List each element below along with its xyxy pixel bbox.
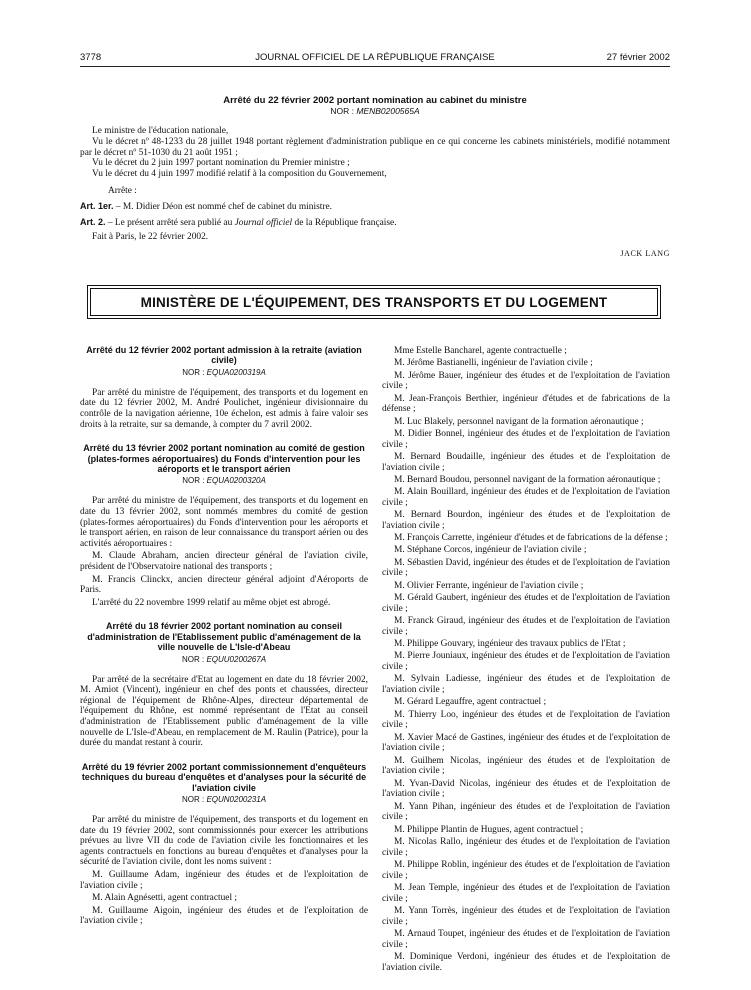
preamble-paragraph: Le ministre de l'éducation nationale, (92, 126, 229, 136)
nor-reference (80, 654, 368, 665)
nor-code: EQUA0200320A (206, 476, 266, 486)
arrete-title: Arrêté du 18 février 2002 portant nomination au conseil d'administration de l'Etablissement public d'aménagement de la ville nouvelle de L'Isle-d'Abeau (87, 621, 361, 653)
preamble-paragraph: Vu le décret nº 48-1233 du 28 juillet 1948 portant règlement d'administration publique en ce qui concerne les cabinets ministériels, modifié notamment par le décret nº 51-1030 du 21 août 1951 ; (80, 136, 670, 158)
signature: JACK LANG (620, 249, 670, 259)
list-item: M. Pierre Jouniaux, ingénieur des études et de l'exploitation de l'aviation civile ; (382, 651, 670, 673)
list-item: M. Yann Torrès, ingénieur des études et de l'exploitation de l'aviation civile ; (382, 905, 670, 927)
list-item: M. Jean Temple, ingénieur des études et de l'exploitation de l'aviation civile ; (382, 882, 670, 904)
arrete-paragraph: M. Francis Clinckx, ancien directeur général adjoint d'Aéroports de Paris. (80, 574, 368, 596)
nor-label: NOR : (330, 106, 354, 116)
arrete-paragraph: Par arrêté de la secrétaire d'Etat au logement en date du 18 février 2002, M. Amiot (Vincent), ingénieur en chef des ponts et chaussées, directeur régional de l'équipement de Rhône-Alpes, directeur départemental de l'équipement du Rhône, est nommé représentant de l'Etat au conseil d'administration de l'Etablissement public d'aménagement de la ville nouvelle de L'Isle-d'Abeau, en remplacement de M. Raulin (Patrice), pour la durée du mandat restant à courir. (80, 674, 368, 749)
list-item: M. Arnaud Toupet, ingénieur des études et de l'exploitation de l'aviation civile ; (382, 928, 670, 950)
list-item: M. Philippe Plantin de Hugues, agent contractuel ; (394, 824, 584, 835)
list-item: Mme Estelle Bancharel, agente contractuelle ; (394, 346, 567, 356)
nor-code: EQUU0200267A (206, 654, 267, 664)
article-2-text-end: de la République française. (292, 217, 397, 228)
arrete-comite-gestion (80, 443, 368, 608)
list-item: M. Bernard Boudaille, ingénieur des études et de l'exploitation de l'aviation civile ; (382, 451, 670, 473)
arrete-paragraph: Par arrêté du ministre de l'équipement, des transports et du logement en date du 19 février 2002, sont commissionnés pour exercer les attributions prévues au livre VII du code de l'aviation civile les fonctionnaires et les agents contractuels en fonctions au bureau d'enquêtes et d'analyses pour la sécurité de l'aviation civile, dont les noms suivent : (80, 814, 368, 868)
list-item: M. Philippe Gouvary, ingénieur des travaux publics de l'Etat ; (394, 639, 626, 650)
list-item: M. Gérald Gaubert, ingénieur des études et de l'exploitation de l'aviation civile ; (382, 593, 670, 614)
nor-reference (80, 106, 670, 117)
article-2-text: – Le présent arrêté sera publié au (105, 217, 235, 228)
list-item: M. Guilhem Nicolas, ingénieur des études et de l'exploitation de l'aviation civile ; (382, 755, 670, 777)
arrete-title: Arrêté du 22 février 2002 portant nomination au cabinet du ministre (223, 95, 527, 106)
list-item: M. Guillaume Adam, ingénieur des études et de l'exploitation de l'aviation civile ; (80, 869, 368, 891)
article-1-label: Art. 1er. (80, 200, 114, 211)
list-item: M. Bernard Boudou, personnel navigant de la formation aéronautique ; (394, 474, 661, 485)
list-item: M. Yvan-David Nicolas, ingénieur des études et de l'exploitation de l'aviation civile ; (382, 778, 670, 800)
list-item: M. Olivier Ferrante, ingénieur de l'aviation civile ; (394, 580, 584, 591)
journal-officiel-ref: Journal officiel (234, 217, 293, 228)
list-item: M. Jérôme Bauer, ingénieur des études et de l'exploitation de l'aviation civile ; (382, 370, 670, 392)
list-item: M. Franck Giraud, ingénieur des études et de l'exploitation de l'aviation civile ; (382, 616, 670, 637)
list-item: M. Jean-François Berthier, ingénieur d'études et de fabrications de la défense ; (382, 393, 670, 415)
list-item: M. Didier Bonnel, ingénieur des études et de l'exploitation de l'aviation civile ; (382, 428, 670, 450)
nor-label: NOR : (181, 794, 205, 804)
list-item: M. Jérôme Bastianelli, ingénieur de l'aviation civile ; (394, 358, 593, 369)
article-1 (80, 201, 670, 213)
list-item: M. Nicolas Rallo, ingénieur des études et de l'exploitation de l'aviation civile ; (382, 836, 670, 858)
arrete-commissionnement (80, 762, 368, 927)
nor-code: EQUN0200231A (206, 794, 267, 804)
header-rule (80, 66, 670, 67)
arrete-retraite (80, 345, 368, 430)
list-item: M. Alain Bouillard, ingénieur des études et de l'exploitation de l'aviation civile ; (382, 487, 670, 508)
list-item: M. Sébastien David, ingénieur des études et de l'exploitation de l'aviation civile ; (382, 557, 670, 579)
list-item: M. Alain Agnésetti, agent contractuel ; (92, 893, 238, 904)
arrete-paragraph: Par arrêté du ministre de l'équipement, des transports et du logement en date du 13 février 2002, sont nommés membres du comité de gestion (plates-formes aéroportuaires) du Fonds d'intervention pour les aéroports et le transport aérien, en raison de leur connaissance du transport aérien ou des activités aéroportuaires : (80, 496, 368, 549)
ministry-title: MINISTÈRE DE L'ÉQUIPEMENT, DES TRANSPORTS ET DU LOGEMENT (140, 294, 608, 310)
arrete-paragraph: M. Claude Abraham, ancien directeur général de l'aviation civile, président de l'Observatoire national des transports ; (80, 551, 368, 572)
arrete-paragraph: L'arrêté du 22 novembre 1999 relatif au même objet est abrogé. (92, 597, 331, 608)
left-column (80, 345, 368, 940)
issue-date: 27 février 2002 (606, 52, 670, 63)
arrete-cabinet-ministre (80, 95, 670, 258)
nor-code: MENB0200565A (356, 106, 420, 116)
preamble-paragraph: Vu le décret du 4 juin 1997 modifié relatif à la composition du Gouvernement, (92, 169, 387, 180)
article-2-label: Art. 2. (80, 216, 106, 227)
nor-reference (80, 794, 368, 805)
list-item: M. Philippe Roblin, ingénieur des études et de l'exploitation de l'aviation civile ; (382, 859, 670, 881)
nor-label: NOR : (182, 476, 205, 486)
list-item: M. Sylvain Ladiesse, ingénieur des études et de l'exploitation de l'aviation civile ; (382, 674, 670, 696)
ministry-title-box (90, 288, 658, 316)
list-item: M. Yann Pihan, ingénieur des études et de l'exploitation de l'aviation civile ; (382, 801, 670, 823)
right-column (382, 346, 670, 975)
nor-label: NOR : (181, 654, 205, 664)
list-item: M. Gérard Legauffre, agent contractuel ; (394, 697, 547, 708)
nor-reference (80, 367, 368, 378)
list-item: M. Stéphane Corcos, ingénieur de l'aviation civile ; (394, 545, 587, 556)
nor-label: NOR : (182, 367, 205, 377)
arrete-paragraph: Par arrêté du ministre de l'équipement, des transports et du logement en date du 12 février 2002, M. André Poulichet, ingénieur divisionnaire du contrôle de la navigation aérienne, 10e échelon, est admis à faire valoir ses droits à la retraite, sur sa demande, à compter du 7 avril 2002. (80, 387, 368, 430)
list-item: M. Xavier Macé de Gastines, ingénieur des études et de l'exploitation de l'aviation civile ; (382, 732, 670, 754)
article-2 (80, 217, 670, 229)
list-item: M. Luc Blakely, personnel navigant de la formation aéronautique ; (394, 416, 644, 427)
fait-a-paris: Fait à Paris, le 22 février 2002. (92, 232, 209, 243)
article-1-text: – M. Didier Déon est nommé chef de cabinet du ministre. (113, 201, 332, 212)
preamble-paragraph: Vu le décret du 2 juin 1997 portant nomination du Premier ministre ; (92, 158, 350, 169)
arrete-conseil-administration (80, 621, 368, 748)
page-number: 3778 (80, 52, 102, 63)
journal-title: JOURNAL OFFICIEL DE LA RÉPUBLIQUE FRANÇAISE (255, 52, 495, 63)
arrete-title: Arrêté du 19 février 2002 portant commissionnement d'enquêteurs techniques du bureau d'enquêtes et d'analyses pour la sécurité de l'aviation civile (81, 761, 367, 793)
running-header (80, 52, 670, 66)
list-item: M. Dominique Verdoni, ingénieur des études et de l'exploitation de l'aviation civile. (382, 951, 670, 973)
nor-code: EQUA0200319A (206, 367, 266, 377)
arrete-title: Arrêté du 12 février 2002 portant admission à la retraite (aviation civile) (86, 345, 362, 366)
list-item: M. François Carrette, ingénieur d'études et de fabrications de la défense ; (394, 533, 668, 544)
list-item: M. Bernard Bourdon, ingénieur des études et de l'exploitation de l'aviation civile ; (382, 510, 670, 531)
arrete-title: Arrêté du 13 février 2002 portant nomination au comité de gestion (plates-formes aéroportuaires) du Fonds d'intervention pour les aéroports et le transport aérien (83, 443, 365, 474)
nor-reference (80, 475, 368, 486)
list-item: M. Thierry Loo, ingénieur des études et de l'exploitation de l'aviation civile ; (382, 709, 670, 731)
arrete-word: Arrête : (108, 185, 137, 196)
list-item: M. Guillaume Aigoin, ingénieur des études et de l'exploitation de l'aviation civile ; (80, 905, 368, 927)
